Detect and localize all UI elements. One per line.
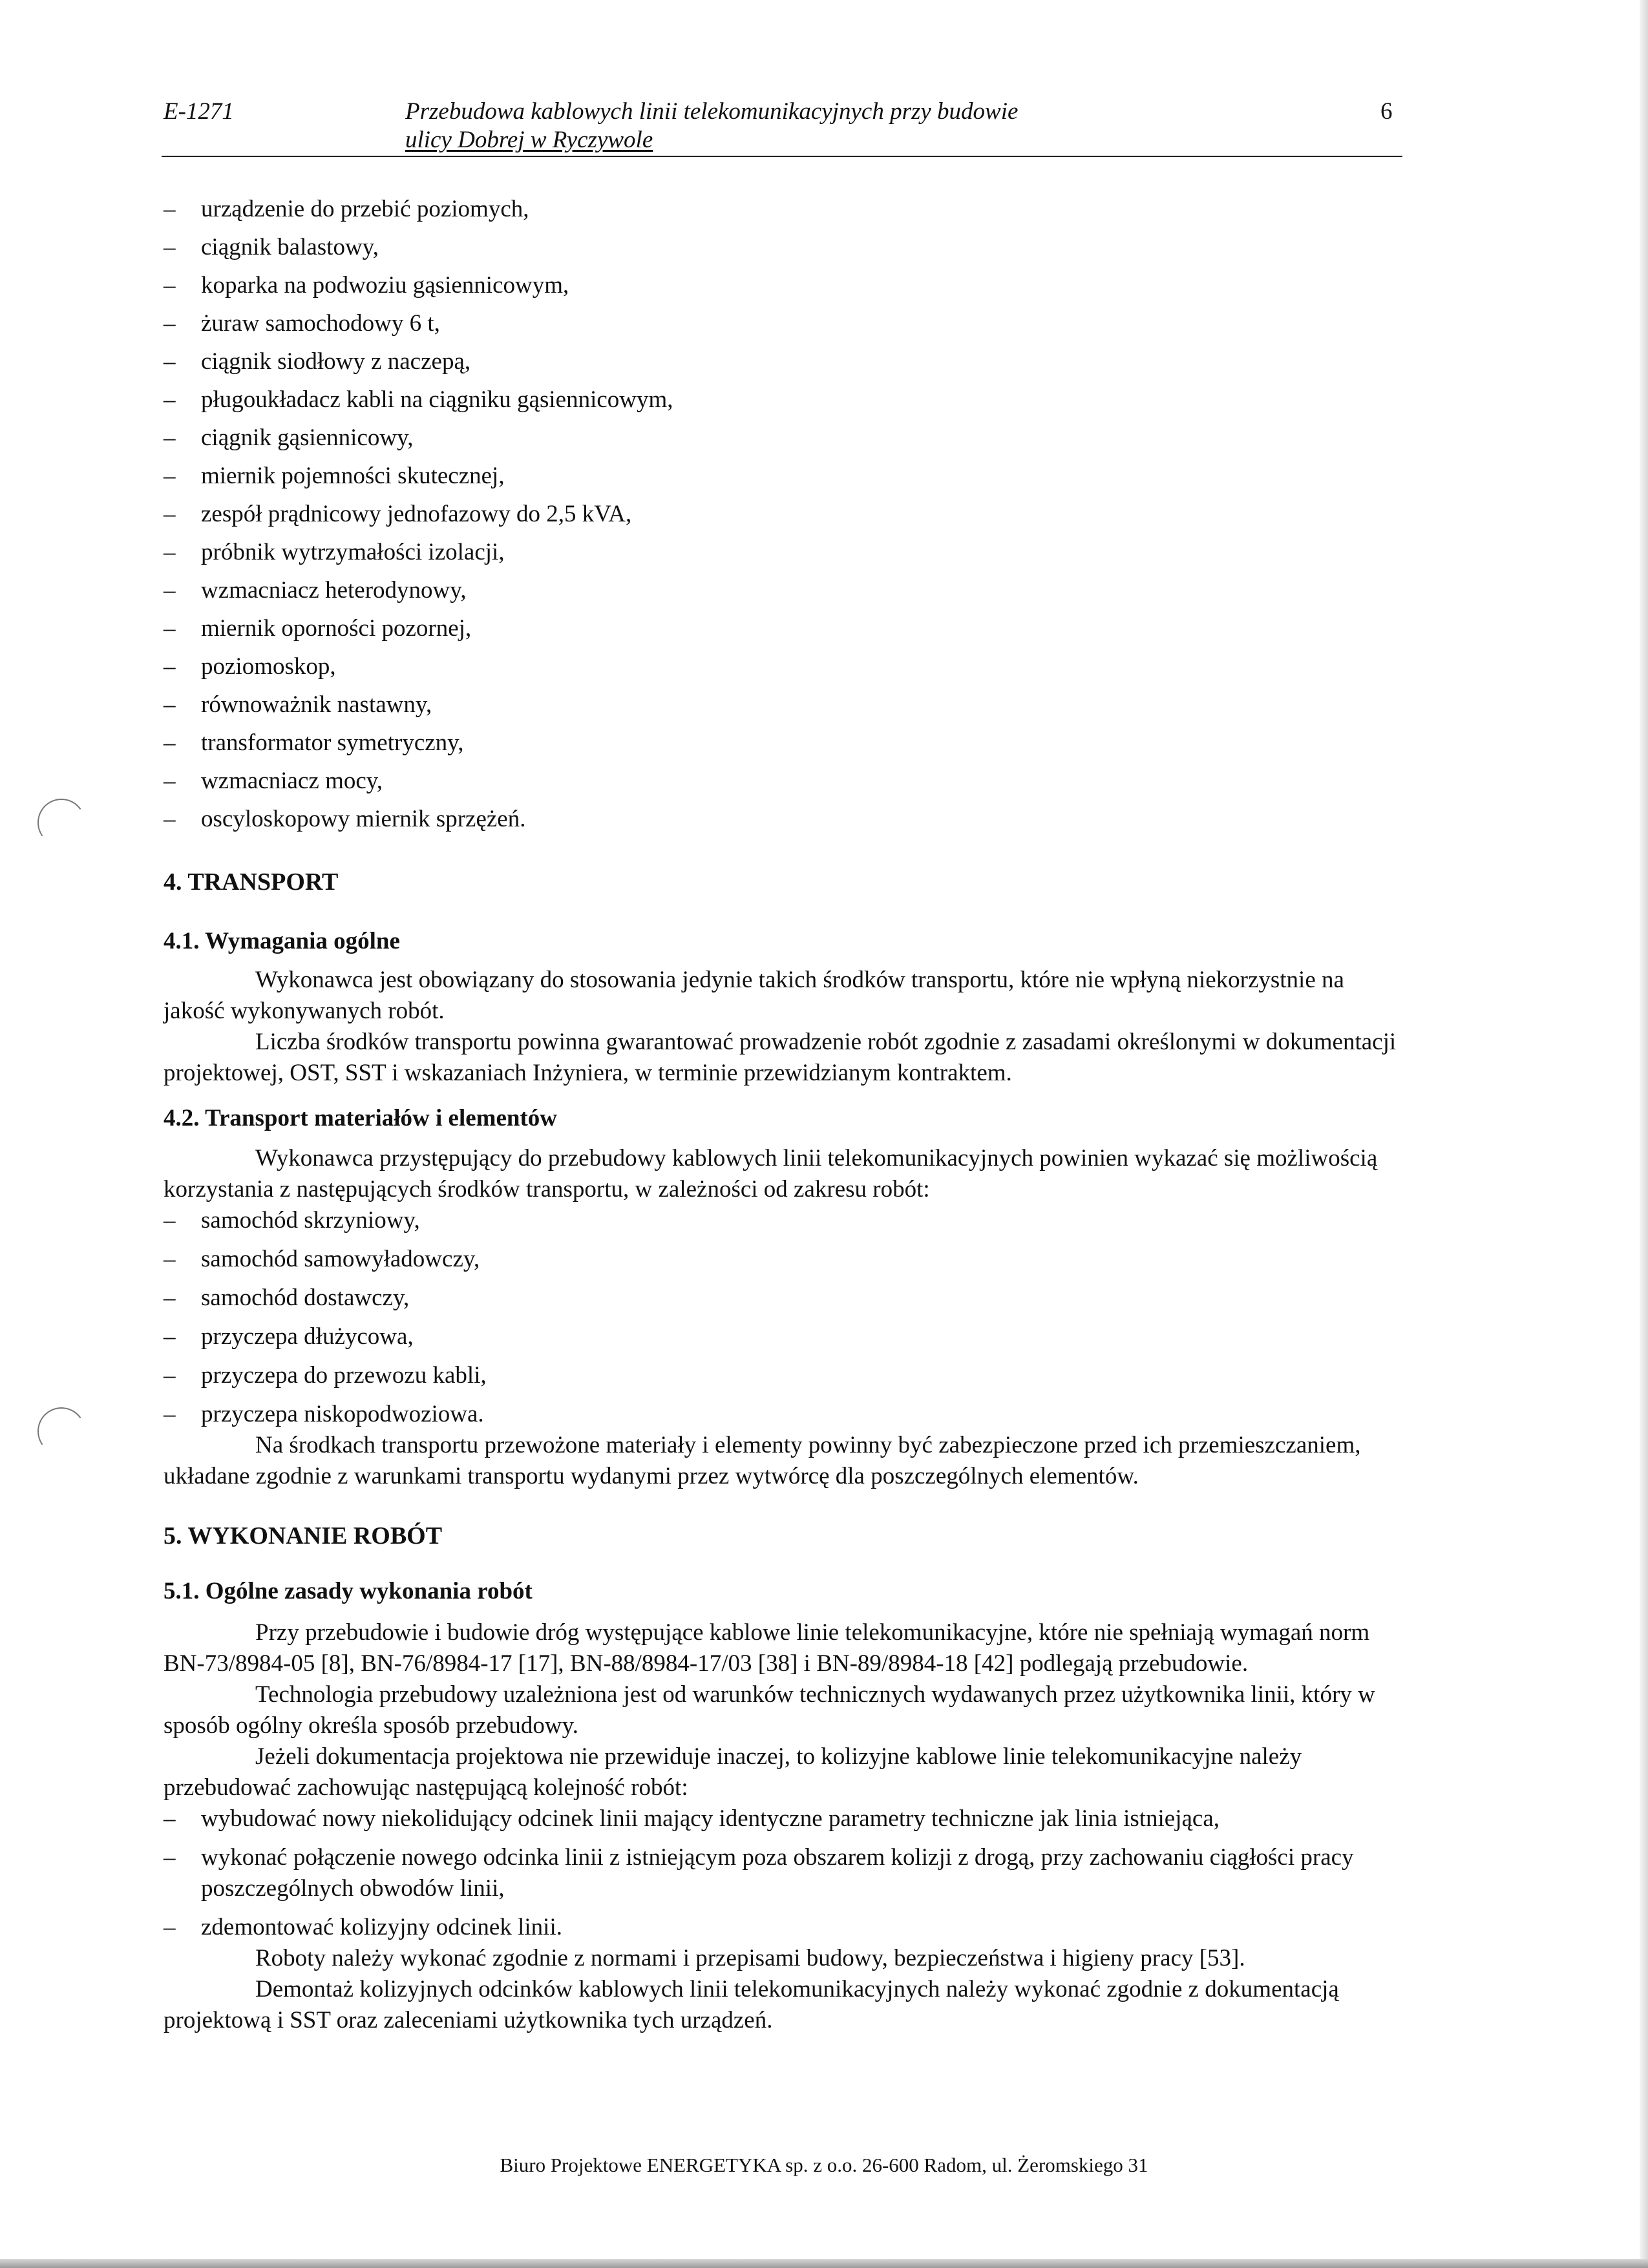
paragraph: Demontaż kolizyjnych odcinków kablowych linii telekomunikacyjnych należy wykonać zgodnie z dokumentacją projektową i SST oraz zaleceniami użytkownika tych urządzeń. [164, 1976, 1339, 2033]
list-item: – wzmacniacz heterodynowy, [164, 575, 1402, 613]
section-heading-wykonanie-robot: 5. WYKONANIE ROBÓT [164, 1522, 443, 1549]
paragraph: Wykonawca przystępujący do przebudowy kablowych linii telekomunikacyjnych powinien wykazać się możliwością korzystania z następujących środków transportu, w zależności od zakresu robót: [164, 1145, 1378, 1202]
list-item: – wzmacniacz mocy, [164, 766, 1402, 804]
list-item: – transformator symetryczny, [164, 728, 1402, 766]
list-item: – żuraw samochodowy 6 t, [164, 308, 1402, 346]
document-code: E-1271 [164, 98, 234, 125]
equipment-list [164, 194, 1402, 842]
list-item: – samochód skrzyniowy, [164, 1205, 1402, 1244]
list-item: – ciągnik balastowy, [164, 232, 1402, 270]
subsection-heading-4-2: 4.2. Transport materiałów i elementów [164, 1105, 558, 1131]
header-title-line1: Przebudowa kablowych linii telekomunikacyjnych przy budowie [405, 98, 1019, 125]
list-item: – oscyloskopowy miernik sprzężeń. [164, 804, 1402, 842]
list-item: – koparka na podwoziu gąsiennicowym, [164, 270, 1402, 308]
page-header [162, 94, 1402, 158]
list-item: – miernik oporności pozornej, [164, 613, 1402, 651]
list-item: – miernik pojemności skutecznej, [164, 461, 1402, 499]
header-title-line2: ulicy Dobrej w Ryczywole [405, 127, 653, 153]
header-title [405, 98, 1018, 154]
paragraph: Roboty należy wykonać zgodnie z normami i przepisami budowy, bezpieczeństwa i higieny pracy [53]. [255, 1945, 1245, 1971]
punch-hole-mark [34, 795, 89, 850]
transport-vehicle-list [164, 1205, 1402, 1430]
list-item: – wykonać połączenie nowego odcinka linii z istniejącym poza obszarem kolizji z drogą, przy zachowaniu ciągłości pracy poszczególnych obwodów linii, [164, 1842, 1402, 1904]
paragraph: Na środkach transportu przewożone materiały i elementy powinny być zabezpieczone przed ich przemieszczaniem, układane zgodnie z warunkami transportu wydanymi przez wytwórcę dla poszczególnych elementów. [164, 1432, 1361, 1489]
paragraph: Technologia przebudowy uzależniona jest od warunków technicznych wydawanych przez użytkownika linii, który w sposób ogólny określa sposób przebudowy. [164, 1681, 1375, 1739]
list-item: – równoważnik nastawny, [164, 689, 1402, 728]
list-item: – urządzenie do przebić poziomych, [164, 194, 1402, 232]
page-number: 6 [1380, 98, 1393, 125]
list-item: – przyczepa do przewozu kabli, [164, 1360, 1402, 1399]
subsection-heading-4-1: 4.1. Wymagania ogólne [164, 928, 400, 954]
list-item: – ciągnik siodłowy z naczepą, [164, 346, 1402, 384]
list-item: – samochód dostawczy, [164, 1283, 1402, 1321]
paragraph: Wykonawca jest obowiązany do stosowania jedynie takich środków transportu, które nie wpłyną niekorzystnie na jakość wykonywanych robót. [164, 967, 1344, 1024]
list-item: – przyczepa niskopodwoziowa. [164, 1399, 1402, 1430]
scan-edge-right [1640, 0, 1648, 2268]
header-rule [162, 156, 1402, 157]
list-item: – przyczepa dłużycowa, [164, 1321, 1402, 1360]
paragraph: Liczba środków transportu powinna gwarantować prowadzenie robót zgodnie z zasadami określonymi w dokumentacji projektowej, OST, SST i wskazaniach Inżyniera, w terminie przewidzianym kontraktem. [164, 1029, 1397, 1086]
list-item: – pługoukładacz kabli na ciągniku gąsiennicowym, [164, 384, 1402, 423]
work-steps-list [164, 1803, 1402, 1943]
list-item: – zespół prądnicowy jednofazowy do 2,5 kVA, [164, 499, 1402, 537]
list-item: – poziomoskop, [164, 651, 1402, 689]
list-item: – wybudować nowy niekolidujący odcinek linii mający identyczne parametry techniczne jak linia istniejąca, [164, 1803, 1402, 1834]
subsection-heading-5-1: 5.1. Ogólne zasady wykonania robót [164, 1578, 533, 1604]
page-footer: Biuro Projektowe ENERGETYKA sp. z o.o. 26-600 Radom, ul. Żeromskiego 31 [500, 2154, 1148, 2176]
paragraph: Jeżeli dokumentacja projektowa nie przewiduje inaczej, to kolizyjne kablowe linie telekomunikacyjne należy przebudować zachowując następującą kolejność robót: [164, 1743, 1302, 1801]
section-heading-transport: 4. TRANSPORT [164, 868, 339, 896]
page-content [164, 194, 1402, 2036]
scan-edge-bottom [0, 2259, 1648, 2268]
list-item: – ciągnik gąsiennicowy, [164, 423, 1402, 461]
list-item: – samochód samowyładowczy, [164, 1244, 1402, 1283]
paragraph: Przy przebudowie i budowie dróg występujące kablowe linie telekomunikacyjne, które nie spełniają wymagań norm BN-73/8984-05 [8], BN-76/8984-17 [17], BN-88/8984-17/03 [38] i BN-89/8984-18 [42] podlegają przebudowie. [164, 1619, 1370, 1677]
list-item: – próbnik wytrzymałości izolacji, [164, 537, 1402, 575]
list-item: – zdemontować kolizyjny odcinek linii. [164, 1912, 1402, 1943]
punch-hole-mark [34, 1403, 89, 1459]
